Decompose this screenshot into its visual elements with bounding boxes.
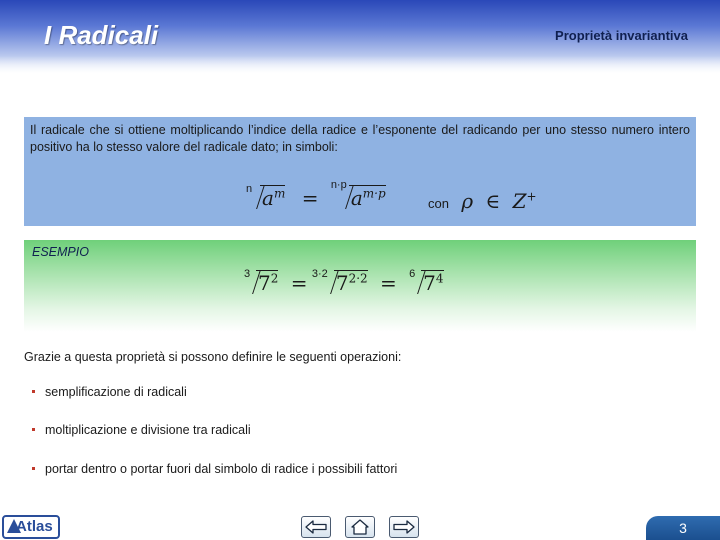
equals-sign: =: [301, 186, 319, 210]
element-of-symbol: ∈: [485, 189, 501, 213]
rho-symbol: ρ: [461, 189, 474, 213]
slide-subtitle: Proprietà invariantiva: [555, 28, 688, 43]
radicand-exponent: m: [273, 186, 286, 201]
radicand-exponent: 4: [435, 271, 444, 286]
radical-index: n: [246, 183, 253, 195]
page-number: 3: [646, 516, 720, 540]
bullet-icon: [32, 390, 35, 393]
equals-sign: =: [290, 271, 308, 295]
definition-formula: [246, 179, 386, 210]
example-formula: [244, 268, 444, 295]
definition-text: Il radicale che si ottiene moltiplicando l’indice della radice e l’esponente del radicando per uno stesso numero intero positivo ha lo stesso valore del radicale dato; in simboli:: [30, 123, 690, 154]
example-box: [24, 240, 696, 332]
arrow-left-icon: [305, 520, 327, 534]
radicand-base: 7: [335, 271, 349, 295]
intro-text: Grazie a questa proprietà si possono definire le seguenti operazioni:: [24, 350, 402, 364]
radicand: [334, 270, 368, 295]
radical-index: 6: [409, 268, 416, 280]
atlas-logo: [2, 515, 60, 539]
radical-lhs: [246, 183, 286, 210]
radicand-base: 7: [423, 271, 436, 295]
radical-index: 3: [244, 268, 251, 280]
radicand-exponent: 2: [270, 271, 279, 286]
home-button[interactable]: [345, 516, 375, 538]
con-text: con: [428, 196, 449, 211]
radicand: [260, 185, 285, 210]
header-swoosh: [0, 56, 720, 78]
list-item-text: portar dentro o portar fuori dal simbolo di radice i possibili fattori: [45, 462, 398, 476]
radicand: [256, 270, 278, 295]
logo-text: Atlas: [16, 518, 53, 535]
home-icon: [350, 519, 370, 535]
bullet-icon: [32, 467, 35, 470]
radical-1: [244, 268, 279, 295]
radicand-base: a: [262, 186, 274, 210]
radical-3: [409, 268, 444, 295]
radicand: [421, 270, 443, 295]
list-item-text: semplificazione di radicali: [45, 385, 187, 399]
list-item: [32, 462, 397, 476]
radical-index: 3·2: [311, 268, 328, 280]
list-item: [32, 423, 251, 437]
radicand-base: a: [350, 186, 363, 210]
radical-2: [311, 268, 368, 295]
list-item-text: moltiplicazione e divisione tra radicali: [45, 423, 251, 437]
set-superscript: +: [526, 189, 537, 204]
prev-slide-button[interactable]: [301, 516, 331, 538]
equals-sign: =: [380, 271, 397, 295]
radicand-exponent: 2·2: [348, 271, 368, 286]
list-item: [32, 385, 187, 399]
definition-box: [24, 117, 696, 226]
example-label: ESEMPIO: [32, 245, 89, 259]
slide-title: I Radicali: [44, 20, 159, 50]
integer-set-symbol: Z: [512, 189, 527, 213]
radicand: [349, 185, 386, 210]
header-banner: [0, 0, 720, 74]
radical-rhs: [330, 179, 386, 210]
condition-formula: [428, 189, 537, 213]
next-slide-button[interactable]: [389, 516, 419, 538]
radical-index: n·p: [330, 179, 347, 191]
arrow-right-icon: [393, 520, 415, 534]
radicand-base: 7: [258, 271, 271, 295]
bullet-icon: [32, 428, 35, 431]
radicand-exponent: m·p: [362, 186, 386, 201]
